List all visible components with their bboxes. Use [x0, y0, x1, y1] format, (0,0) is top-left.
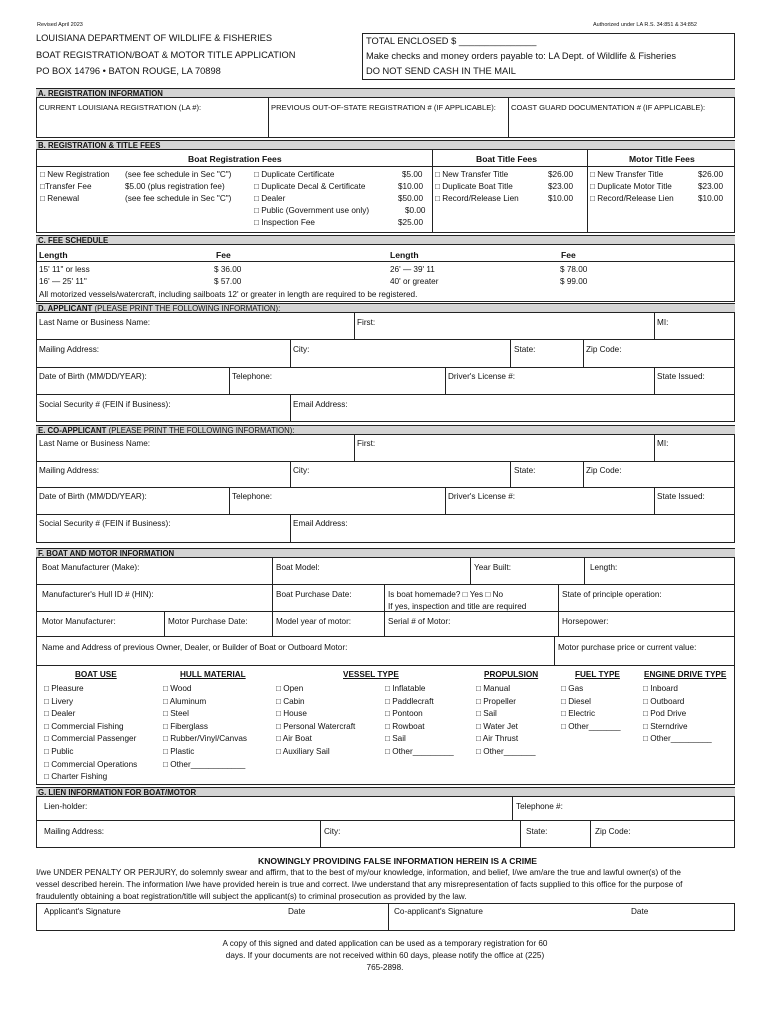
- previous-owner-field[interactable]: Name and Address of previous Owner, Dealer, or Builder of Boat or Outboard Motor:: [42, 643, 348, 652]
- option-checkbox[interactable]: □ Dealer: [44, 709, 76, 719]
- option-checkbox[interactable]: □ Inboard: [643, 684, 678, 693]
- motor-year-field[interactable]: Model year of motor:: [276, 617, 352, 626]
- applicant-email-field[interactable]: Email Address:: [293, 400, 348, 409]
- previous-registration-field[interactable]: PREVIOUS OUT-OF-STATE REGISTRATION # (IF APPLICABLE):: [271, 103, 496, 112]
- option-checkbox[interactable]: □ Public: [44, 747, 74, 756]
- boat-title-fees-header: Boat Title Fees: [476, 154, 537, 164]
- dealer-checkbox[interactable]: □ Dealer: [254, 194, 286, 203]
- applicant-mi-field[interactable]: MI:: [657, 318, 669, 327]
- section-c-header: C. FEE SCHEDULE: [36, 235, 735, 245]
- option-checkbox[interactable]: □ Air Thrust: [476, 734, 519, 744]
- fee-value: $26.00: [698, 170, 724, 179]
- applicant-license-field[interactable]: Driver's License #:: [448, 372, 516, 381]
- option-checkbox[interactable]: □ Pleasure: [44, 684, 84, 693]
- option-checkbox[interactable]: □ Other____________: [163, 759, 246, 769]
- transfer-fee-note: $5.00 (plus registration fee): [125, 182, 225, 191]
- option-checkbox[interactable]: □ Fiberglass: [163, 721, 208, 731]
- option-checkbox[interactable]: □ Cabin: [276, 696, 305, 706]
- coapplicant-date-field[interactable]: Date: [631, 907, 649, 916]
- option-checkbox[interactable]: □ Steel: [163, 709, 189, 719]
- option-checkbox[interactable]: □ Pod Drive: [643, 709, 687, 719]
- option-checkbox[interactable]: □ Manual: [476, 684, 511, 693]
- option-checkbox[interactable]: □ Commercial Fishing: [44, 721, 124, 731]
- footer-note-line: 765-2898.: [366, 963, 404, 972]
- coapplicant-telephone-field[interactable]: Telephone:: [232, 492, 273, 501]
- option-checkbox[interactable]: □ Water Jet: [476, 721, 518, 731]
- option-checkbox[interactable]: □ Open: [276, 684, 304, 693]
- registration-requirement-note: All motorized vessels/watercraft, including sailboats 12' or greater in length are required to be registered.: [39, 290, 418, 299]
- option-checkbox[interactable]: □ Pontoon: [385, 709, 423, 719]
- option-checkbox[interactable]: □ Air Boat: [276, 734, 312, 744]
- public-checkbox[interactable]: □ Public (Government use only): [254, 206, 370, 215]
- false-info-warning: KNOWINGLY PROVIDING FALSE INFORMATION HEREIN IS A CRIME: [258, 856, 537, 866]
- applicant-last-name-field[interactable]: Last Name or Business Name:: [39, 318, 151, 327]
- fee-header: Fee: [216, 250, 231, 260]
- coapplicant-license-field[interactable]: Driver's License #:: [448, 492, 516, 501]
- option-checkbox[interactable]: □ Propeller: [476, 696, 516, 706]
- fee-value: $ 57.00: [214, 277, 242, 286]
- motor-duplicate-title-checkbox[interactable]: □ Duplicate Motor Title: [590, 182, 672, 191]
- fee-value: $50.00: [398, 194, 424, 203]
- option-checkbox[interactable]: □ Other_________: [385, 747, 454, 756]
- vessel-type-header: VESSEL TYPE: [343, 670, 399, 679]
- applicant-ssn-field[interactable]: Social Security # (FEIN if Business):: [39, 400, 171, 409]
- motor-purchase-date-field[interactable]: Motor Purchase Date:: [168, 617, 248, 626]
- fee-value: $10.00: [698, 194, 724, 203]
- footer-note-line: days. If your documents are not received within 60 days, please notify the office at (225): [225, 951, 545, 960]
- applicant-signature-field[interactable]: Applicant's Signature: [44, 907, 121, 916]
- section-b-header: B. REGISTRATION & TITLE FEES: [36, 140, 735, 150]
- revised-date: Revised April 2023: [37, 22, 83, 28]
- option-checkbox[interactable]: □ Inflatable: [385, 684, 426, 693]
- option-checkbox[interactable]: □ Sail: [385, 734, 406, 744]
- motor-serial-field[interactable]: Serial # of Motor:: [388, 617, 451, 626]
- hull-id-field[interactable]: Manufacturer's Hull ID # (HIN):: [42, 590, 154, 599]
- option-checkbox[interactable]: □ Gas: [561, 684, 584, 693]
- fee-value: $ 99.00: [560, 277, 588, 286]
- fee-value: $0.00: [405, 206, 426, 215]
- boat-manufacturer-field[interactable]: Boat Manufacturer (Make):: [42, 563, 140, 572]
- applicant-city-field[interactable]: City:: [293, 345, 310, 354]
- option-checkbox[interactable]: □ Livery: [44, 696, 74, 706]
- section-a-header: A. REGISTRATION INFORMATION: [36, 88, 735, 98]
- section-e-header: E. CO-APPLICANT (PLEASE PRINT THE FOLLOWING INFORMATION):: [36, 425, 735, 435]
- coapplicant-city-field[interactable]: City:: [293, 466, 310, 475]
- fee-value: $10.00: [548, 194, 574, 203]
- motor-price-field[interactable]: Motor purchase price or current value:: [558, 643, 697, 652]
- option-checkbox[interactable]: □ Sail: [476, 709, 497, 719]
- boat-duplicate-title-checkbox[interactable]: □ Duplicate Boat Title: [435, 182, 513, 191]
- option-checkbox[interactable]: □ Diesel: [561, 696, 591, 706]
- option-checkbox[interactable]: □ Aluminum: [163, 696, 207, 706]
- propulsion-header: PROPULSION: [484, 670, 539, 679]
- option-checkbox[interactable]: □ Rowboat: [385, 721, 425, 731]
- fee-value: $23.00: [698, 182, 724, 191]
- boat-use-header: BOAT USE: [75, 670, 117, 679]
- motor-manufacturer-field[interactable]: Motor Manufacturer:: [42, 617, 116, 626]
- applicant-state-issued-field[interactable]: State Issued:: [657, 372, 705, 381]
- year-built-field[interactable]: Year Built:: [474, 563, 512, 572]
- option-checkbox[interactable]: □ Rubber/Vinyl/Canvas: [163, 734, 247, 744]
- coapplicant-last-name-field[interactable]: Last Name or Business Name:: [39, 439, 151, 448]
- coast-guard-field[interactable]: COAST GUARD DOCUMENTATION # (IF APPLICABLE):: [511, 103, 706, 112]
- transfer-fee-checkbox[interactable]: □Transfer Fee: [40, 182, 92, 191]
- option-checkbox[interactable]: □ Other_______: [561, 721, 621, 731]
- section-g-header: G. LIEN INFORMATION FOR BOAT/MOTOR: [36, 787, 735, 797]
- boat-model-field[interactable]: Boat Model:: [276, 563, 320, 572]
- lien-mailing-field[interactable]: Mailing Address:: [44, 827, 105, 836]
- fee-value: $10.00: [398, 182, 424, 191]
- section-f-header: F. BOAT AND MOTOR INFORMATION: [36, 548, 735, 558]
- option-checkbox[interactable]: □ Other_______: [476, 747, 536, 756]
- option-checkbox[interactable]: □ Paddlecraft: [385, 696, 434, 706]
- applicant-zip-field[interactable]: Zip Code:: [586, 345, 622, 354]
- fee-value: $23.00: [548, 182, 574, 191]
- option-checkbox[interactable]: □ Commercial Passenger: [44, 734, 137, 744]
- section-d-header: D. APPLICANT (PLEASE PRINT THE FOLLOWING INFORMATION):: [36, 303, 735, 313]
- applicant-mailing-field[interactable]: Mailing Address:: [39, 345, 100, 354]
- option-checkbox[interactable]: □ Plastic: [163, 747, 195, 756]
- option-checkbox[interactable]: □ Sterndrive: [643, 721, 688, 731]
- applicant-date-field[interactable]: Date: [288, 907, 306, 916]
- homemade-note: If yes, inspection and title are required: [388, 602, 527, 611]
- hull-material-header: HULL MATERIAL: [180, 670, 246, 679]
- state-operation-field[interactable]: State of principle operation:: [562, 590, 662, 599]
- lien-zip-field[interactable]: Zip Code:: [595, 827, 631, 836]
- coapplicant-mi-field[interactable]: MI:: [657, 439, 669, 448]
- homemade-checkbox-group[interactable]: Is boat homemade? □ Yes □ No: [388, 590, 504, 599]
- option-checkbox[interactable]: □ Commercial Operations: [44, 759, 138, 769]
- coapplicant-signature-field[interactable]: Co-applicant's Signature: [394, 907, 483, 916]
- applicant-dob-field[interactable]: Date of Birth (MM/DD/YEAR):: [39, 372, 147, 381]
- coapplicant-ssn-field[interactable]: Social Security # (FEIN if Business):: [39, 519, 171, 528]
- length-header: Length: [390, 250, 419, 260]
- agency-address: PO BOX 14796 • BATON ROUGE, LA 70898: [36, 66, 221, 76]
- lien-state-field[interactable]: State:: [526, 827, 548, 836]
- option-checkbox[interactable]: □ Other_________: [643, 734, 712, 744]
- inspection-fee-checkbox[interactable]: □ Inspection Fee: [254, 218, 315, 227]
- certification-text-line: I/we UNDER PENALTY OR PERJURY, do solemnly swear and affirm, that to the best of my/our knowledge, information, and belief, I/we am/are the true and lawful owner(s) of the: [36, 868, 681, 877]
- motor-record-lien-checkbox[interactable]: □ Record/Release Lien: [590, 194, 674, 203]
- option-checkbox[interactable]: □ Charter Fishing: [44, 772, 108, 782]
- lien-city-field[interactable]: City:: [324, 827, 341, 836]
- horsepower-field[interactable]: Horsepower:: [562, 617, 609, 626]
- motor-title-fees-header: Motor Title Fees: [629, 154, 695, 164]
- coapplicant-first-name-field[interactable]: First:: [357, 439, 376, 448]
- certification-text-line: vessel described herein. The information I/we have provided herein is true and correct. I/we understand that any misrepresentation of facts supplied to this office for the purpose of: [36, 880, 683, 889]
- option-checkbox[interactable]: □ Outboard: [643, 696, 685, 706]
- boat-new-transfer-checkbox[interactable]: □ New Transfer Title: [435, 170, 509, 179]
- coapplicant-zip-field[interactable]: Zip Code:: [586, 466, 622, 475]
- motor-new-transfer-checkbox[interactable]: □ New Transfer Title: [590, 170, 664, 179]
- applicant-first-name-field[interactable]: First:: [357, 318, 376, 327]
- new-registration-note: (see fee schedule in Sec "C"): [125, 170, 232, 179]
- fee-value: $26.00: [548, 170, 574, 179]
- lien-telephone-field[interactable]: Telephone #:: [516, 802, 563, 811]
- fee-header: Fee: [561, 250, 576, 260]
- certification-text-line: fraudulently obtaining a boat registration/title will subject the applicant(s) to criminal prosecution as provided by the law.: [36, 892, 467, 901]
- length-value: 26' — 39' 11: [390, 265, 435, 274]
- length-value: 16' — 25' 11": [39, 277, 87, 286]
- form-title: BOAT REGISTRATION/BOAT & MOTOR TITLE APPLICATION: [36, 50, 296, 60]
- coapplicant-dob-field[interactable]: Date of Birth (MM/DD/YEAR):: [39, 492, 147, 501]
- renewal-checkbox[interactable]: □ Renewal: [40, 194, 80, 203]
- applicant-state-field[interactable]: State:: [514, 345, 536, 354]
- option-checkbox[interactable]: □ Electric: [561, 709, 596, 719]
- registration-fees-header: Boat Registration Fees: [188, 154, 282, 164]
- engine-drive-header: ENGINE DRIVE TYPE: [644, 670, 727, 679]
- coapplicant-email-field[interactable]: Email Address:: [293, 519, 348, 528]
- boat-purchase-date-field[interactable]: Boat Purchase Date:: [276, 590, 352, 599]
- boat-length-field[interactable]: Length:: [590, 563, 618, 572]
- duplicate-certificate-checkbox[interactable]: □ Duplicate Certificate: [254, 170, 335, 179]
- length-header: Length: [39, 250, 68, 260]
- boat-record-lien-checkbox[interactable]: □ Record/Release Lien: [435, 194, 519, 203]
- option-checkbox[interactable]: □ House: [276, 709, 307, 719]
- fuel-type-header: FUEL TYPE: [575, 670, 620, 679]
- coapplicant-mailing-field[interactable]: Mailing Address:: [39, 466, 100, 475]
- section-g-box: [36, 796, 735, 848]
- renewal-note: (see fee schedule in Sec "C"): [125, 194, 232, 203]
- option-checkbox[interactable]: □ Personal Watercraft: [276, 721, 356, 731]
- footer-note-line: A copy of this signed and dated application can be used as a temporary registration for 60: [222, 939, 548, 948]
- fee-value: $25.00: [398, 218, 424, 227]
- no-cash-note: DO NOT SEND CASH IN THE MAIL: [366, 66, 516, 76]
- fee-value: $ 36.00: [214, 265, 242, 274]
- current-registration-field[interactable]: CURRENT LOUISIANA REGISTRATION (LA #):: [39, 103, 202, 112]
- coapplicant-state-field[interactable]: State:: [514, 466, 536, 475]
- option-checkbox[interactable]: □ Wood: [163, 684, 192, 693]
- agency-name: LOUISIANA DEPARTMENT OF WILDLIFE & FISHERIES: [36, 33, 273, 43]
- payable-note: Make checks and money orders payable to: LA Dept. of Wildlife & Fisheries: [366, 51, 677, 61]
- duplicate-decal-checkbox[interactable]: □ Duplicate Decal & Certificate: [254, 182, 366, 191]
- fee-value: $ 78.00: [560, 265, 588, 274]
- length-value: 40' or greater: [390, 277, 439, 286]
- authorized-statute: Authorized under LA R.S. 34:851 & 34:852: [593, 22, 697, 28]
- fee-value: $5.00: [402, 170, 423, 179]
- total-enclosed-field[interactable]: TOTAL ENCLOSED $ _______________: [366, 36, 537, 46]
- lienholder-field[interactable]: Lien-holder:: [44, 802, 88, 811]
- coapplicant-state-issued-field[interactable]: State Issued:: [657, 492, 705, 501]
- option-checkbox[interactable]: □ Auxiliary Sail: [276, 747, 330, 756]
- length-value: 15' 11" or less: [39, 265, 90, 274]
- applicant-telephone-field[interactable]: Telephone:: [232, 372, 273, 381]
- new-registration-checkbox[interactable]: □ New Registration: [40, 170, 110, 179]
